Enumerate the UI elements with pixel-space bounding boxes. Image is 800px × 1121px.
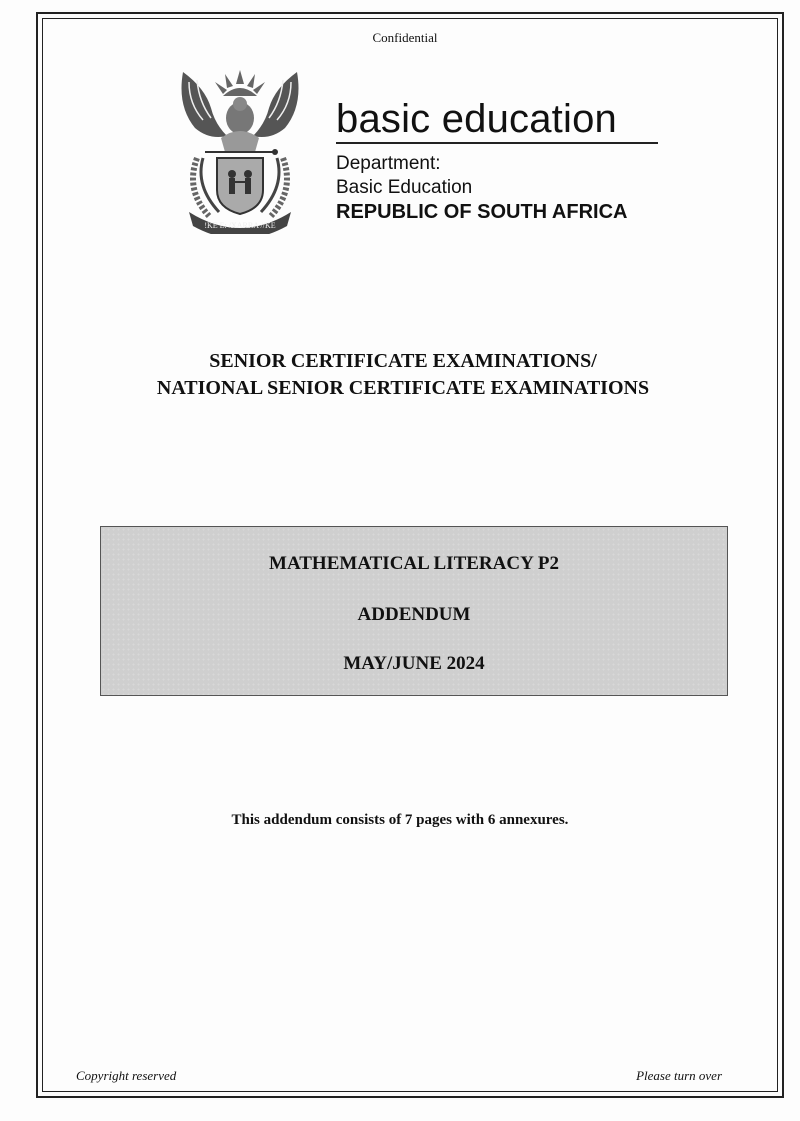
subject-name: MATHEMATICAL LITERACY P2 [269, 553, 559, 574]
turn-over-label: Please turn over [636, 1068, 722, 1083]
exam-title-line1: SENIOR CERTIFICATE EXAMINATIONS/ [209, 350, 597, 372]
department-name: Basic Education [336, 177, 473, 198]
svg-text:!KE E: /XARRA //KE: !KE E: /XARRA //KE [204, 221, 276, 230]
brand-title: basic education [336, 97, 617, 141]
exam-session: MAY/JUNE 2024 [343, 653, 485, 674]
brand-block [336, 96, 658, 224]
page-count-note: This addendum consists of 7 pages with 6 annexures. [231, 812, 569, 828]
copyright-label: Copyright reserved [76, 1068, 177, 1083]
department-label: Department: [336, 153, 441, 174]
exam-title [0, 348, 800, 402]
subject-box [100, 526, 728, 696]
coat-of-arms-icon [175, 66, 305, 234]
confidential-label: Confidential [372, 30, 438, 45]
brand-divider [336, 142, 658, 144]
exam-title-line2: NATIONAL SENIOR CERTIFICATE EXAMINATIONS [156, 377, 650, 399]
country-name: REPUBLIC OF SOUTH AFRICA [336, 201, 628, 223]
document-type: ADDENDUM [357, 604, 471, 625]
